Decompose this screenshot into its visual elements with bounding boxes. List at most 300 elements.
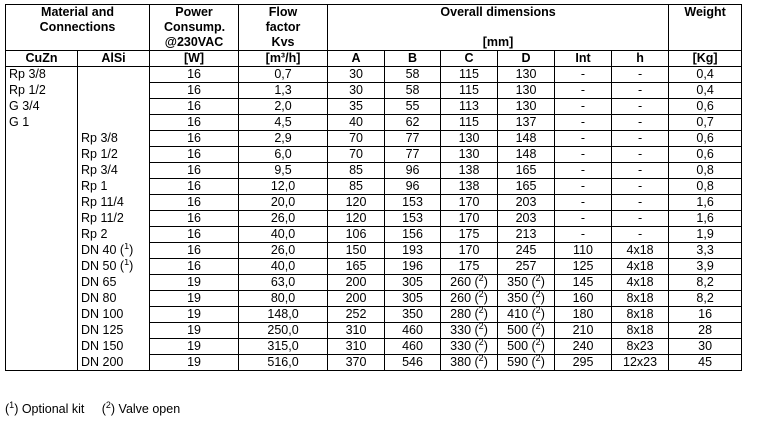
- cell-alsi: [78, 147, 150, 163]
- cell-h: [612, 179, 669, 195]
- cell-kvs-value: 315,0: [267, 339, 299, 353]
- cell-b-value: 460: [402, 339, 423, 353]
- cell-power-value: 16: [187, 179, 201, 193]
- footnote-ref: 2: [478, 322, 484, 331]
- cell-alsi: [78, 211, 150, 227]
- cell-alsi: [78, 67, 150, 83]
- table-row: [6, 115, 742, 131]
- cell-d: [498, 195, 555, 211]
- cell-a-value: 106: [345, 227, 367, 241]
- cell-b: [385, 131, 441, 147]
- cell-cuzn-value: G 3/4: [9, 99, 40, 113]
- cell-c: [441, 83, 498, 99]
- cell-cuzn: [6, 291, 78, 307]
- cell-a-value: 150: [345, 243, 367, 257]
- cell-d: [498, 243, 555, 259]
- cell-h-value: 4x18: [626, 243, 654, 257]
- cell-int: [555, 291, 612, 307]
- cell-int-value: -: [580, 83, 586, 97]
- cell-d: [498, 131, 555, 147]
- cell-power: [150, 67, 239, 83]
- footnote-ref: 2: [535, 290, 541, 299]
- cell-kvs: [239, 259, 328, 275]
- cell-d: [498, 259, 555, 275]
- cell-cuzn-value: Rp 3/8: [9, 67, 46, 82]
- cell-h: [612, 131, 669, 147]
- cell-c-value: 330: [450, 339, 472, 353]
- cell-alsi: [78, 227, 150, 243]
- col-a-header: A: [328, 51, 385, 67]
- cell-power-value: 19: [187, 307, 201, 321]
- cell-b-value: 96: [405, 163, 420, 177]
- specs-table-body: [6, 67, 742, 371]
- cell-kvs: [239, 131, 328, 147]
- cell-cuzn: [6, 131, 78, 147]
- header-row-top: [6, 5, 742, 22]
- table-row: [6, 195, 742, 211]
- cell-alsi: [78, 275, 150, 291]
- cell-d: [498, 147, 555, 163]
- cell-cuzn-value: Rp 1/2: [9, 83, 46, 97]
- cell-b-value: 546: [402, 355, 423, 369]
- cell-alsi-value: Rp 11/4: [81, 195, 124, 209]
- cell-c: 330 ($^2$): [441, 323, 498, 339]
- table-row: [6, 227, 742, 243]
- cell-alsi-value: Rp 11/2: [81, 211, 124, 225]
- cell-a-value: 70: [349, 147, 363, 161]
- cell-int-value: 210: [572, 323, 594, 337]
- cell-a: [328, 195, 385, 211]
- cell-c: [441, 147, 498, 163]
- footnote-ref: 2: [478, 338, 484, 347]
- cell-weight-value: 3,3: [696, 243, 714, 257]
- cell-b: [385, 355, 441, 371]
- cell-alsi: [78, 291, 150, 307]
- cell-weight: [669, 195, 742, 211]
- cell-kvs: [239, 99, 328, 115]
- cell-weight: [669, 243, 742, 259]
- cell-power: [150, 179, 239, 195]
- cell-cuzn: [6, 67, 78, 83]
- footnote-ref: 1: [124, 242, 130, 251]
- cell-weight-value: 16: [698, 307, 713, 321]
- cell-b: [385, 195, 441, 211]
- cell-b-value: 62: [405, 115, 420, 129]
- cell-b: [385, 259, 441, 275]
- table-row: [6, 339, 742, 355]
- cell-h: [612, 211, 669, 227]
- cell-alsi-value: Rp 3/4: [81, 163, 118, 177]
- cell-c-value: 138: [458, 163, 480, 177]
- cell-h: [612, 339, 669, 355]
- cell-cuzn: [6, 275, 78, 291]
- footnote-ref: 2: [535, 274, 541, 283]
- cell-b: [385, 179, 441, 195]
- cell-h-value: 8x18: [626, 307, 654, 321]
- cell-b-value: 305: [402, 291, 423, 305]
- cell-int-value: -: [580, 227, 586, 241]
- cell-kvs: [239, 227, 328, 243]
- cell-weight: [669, 307, 742, 323]
- cell-h: [612, 195, 669, 211]
- cell-b-value: 55: [405, 99, 420, 113]
- cell-weight: [669, 227, 742, 243]
- cell-c: [441, 195, 498, 211]
- cuzn-header: CuZn: [6, 51, 78, 67]
- cell-d: [498, 83, 555, 99]
- cell-int: [555, 115, 612, 131]
- cell-h: [612, 163, 669, 179]
- cell-h: [612, 243, 669, 259]
- cell-d-value: 350: [507, 275, 529, 289]
- cell-alsi: [78, 339, 150, 355]
- power-unit: [W]: [150, 51, 239, 67]
- table-row: [6, 131, 742, 147]
- cell-cuzn: [6, 355, 78, 371]
- cell-c-value: 175: [458, 227, 480, 241]
- cell-c: 260 ($^2$): [441, 275, 498, 291]
- cell-d-value: 245: [515, 243, 537, 257]
- cell-weight-value: 30: [698, 339, 713, 353]
- cell-int: [555, 99, 612, 115]
- cell-h-value: -: [637, 179, 643, 193]
- cell-kvs-value: 26,0: [270, 211, 296, 225]
- cell-int: [555, 147, 612, 163]
- cell-b: [385, 227, 441, 243]
- cell-d-value: 590: [507, 355, 529, 369]
- cell-weight-value: 0,4: [696, 83, 714, 97]
- cell-c-value: 115: [459, 83, 479, 97]
- cell-kvs-value: 40,0: [270, 227, 296, 241]
- cell-d-value: 148: [515, 147, 537, 161]
- cell-alsi: [78, 83, 150, 99]
- cell-alsi-value: Rp 1: [81, 179, 108, 193]
- table-row: [6, 291, 742, 307]
- cell-a: [328, 275, 385, 291]
- cell-d-value: 410: [507, 307, 529, 321]
- cell-weight-value: 28: [698, 323, 713, 337]
- cell-h: [612, 67, 669, 83]
- cell-int: [555, 275, 612, 291]
- cell-weight: [669, 131, 742, 147]
- cell-a-value: 310: [345, 339, 367, 353]
- cell-kvs-value: 148,0: [267, 307, 299, 321]
- cell-kvs: [239, 163, 328, 179]
- cell-power-value: 16: [187, 115, 201, 129]
- cell-int: [555, 259, 612, 275]
- cell-a: [328, 211, 385, 227]
- cell-a: [328, 67, 385, 83]
- cell-weight-value: 0,7: [696, 115, 714, 129]
- cell-kvs: [239, 323, 328, 339]
- cell-b-value: 193: [402, 243, 423, 257]
- specs-table-wrapper: [5, 4, 742, 371]
- cell-int-value: 180: [572, 307, 594, 321]
- cell-a-value: 252: [345, 307, 367, 321]
- cell-int-value: -: [580, 179, 586, 193]
- cell-weight: [669, 115, 742, 131]
- cell-cuzn: [6, 147, 78, 163]
- overall-unit: [mm]: [328, 21, 669, 50]
- table-row: [6, 179, 742, 195]
- cell-alsi: [78, 307, 150, 323]
- cell-weight: [669, 339, 742, 355]
- cell-a: [328, 243, 385, 259]
- cell-h: [612, 83, 669, 99]
- cell-int: [555, 163, 612, 179]
- cell-a-value: 120: [345, 211, 367, 225]
- cell-power: [150, 99, 239, 115]
- cell-cuzn: [6, 179, 78, 195]
- header-row-units: [6, 51, 742, 67]
- cell-int: [555, 179, 612, 195]
- cell-int: [555, 131, 612, 147]
- cell-h-value: 8x18: [626, 291, 654, 305]
- cell-alsi: [78, 115, 150, 131]
- cell-kvs: [239, 275, 328, 291]
- table-row: [6, 83, 742, 99]
- cell-a-value: 165: [345, 259, 367, 273]
- cell-b: [385, 307, 441, 323]
- cell-weight-value: 8,2: [696, 291, 714, 305]
- cell-h-value: -: [637, 67, 643, 81]
- cell-power: [150, 339, 239, 355]
- cell-c: [441, 259, 498, 275]
- cell-kvs-value: 2,0: [274, 99, 292, 113]
- cell-b-value: 153: [402, 211, 423, 225]
- cell-alsi-value: Rp 3/8: [81, 131, 118, 145]
- cell-a: [328, 115, 385, 131]
- cell-power: [150, 307, 239, 323]
- cell-cuzn-value: G 1: [9, 115, 30, 129]
- cell-kvs-value: 20,0: [270, 195, 296, 209]
- cell-c: [441, 115, 498, 131]
- cell-b: [385, 163, 441, 179]
- col-h-header: h: [612, 51, 669, 67]
- cell-power-value: 19: [187, 275, 201, 289]
- cell-cuzn: [6, 195, 78, 211]
- cell-c: [441, 243, 498, 259]
- cell-weight-value: 0,6: [696, 131, 714, 145]
- cell-h: [612, 227, 669, 243]
- cell-h-value: 8x18: [626, 323, 654, 337]
- footnote-ref: 2: [478, 306, 484, 315]
- cell-c: [441, 211, 498, 227]
- cell-cuzn: [6, 163, 78, 179]
- cell-a-value: 120: [345, 195, 367, 209]
- cell-weight-value: 45: [698, 355, 713, 369]
- cell-kvs: [239, 195, 328, 211]
- cell-a-value: 30: [349, 83, 363, 97]
- cell-power-value: 16: [187, 163, 201, 177]
- footnote-1-text: Optional kit: [21, 402, 85, 417]
- cell-a-value: 70: [349, 131, 363, 145]
- cell-a: [328, 323, 385, 339]
- cell-int-value: 110: [573, 243, 593, 257]
- overall-header: Overall dimensions: [328, 5, 669, 22]
- cell-weight: [669, 275, 742, 291]
- cell-d-value: 130: [515, 83, 537, 97]
- cell-kvs-value: 12,0: [270, 179, 296, 193]
- cell-d-value: 500: [507, 323, 529, 337]
- cell-cuzn: [6, 83, 78, 99]
- cell-power: [150, 131, 239, 147]
- cell-b: [385, 115, 441, 131]
- col-c-header: C: [441, 51, 498, 67]
- table-row: [6, 323, 742, 339]
- cell-b-value: 58: [405, 67, 420, 81]
- cell-int: [555, 323, 612, 339]
- cell-d-value: 500: [507, 339, 529, 353]
- cell-c: [441, 67, 498, 83]
- cell-d-value: 130: [515, 99, 537, 113]
- cell-h: [612, 307, 669, 323]
- cell-int: [555, 307, 612, 323]
- cell-h: [612, 355, 669, 371]
- cell-a-value: 30: [349, 67, 363, 81]
- cell-weight: [669, 291, 742, 307]
- alsi-header: AlSi: [78, 51, 150, 67]
- cell-weight: [669, 211, 742, 227]
- cell-kvs-value: 1,3: [274, 83, 292, 97]
- cell-weight-value: 8,2: [696, 275, 714, 289]
- cell-d-value: 165: [515, 163, 537, 177]
- col-b-header: B: [385, 51, 441, 67]
- cell-weight-value: 1,9: [696, 227, 714, 241]
- cell-b-value: 196: [402, 259, 423, 273]
- footnote-ref: 2: [535, 322, 541, 331]
- cell-weight-value: 0,8: [696, 179, 714, 193]
- cell-b: [385, 339, 441, 355]
- cell-d-value: 130: [515, 67, 537, 81]
- cell-c: 280 ($^2$): [441, 307, 498, 323]
- weight-unit: [Kg]: [669, 51, 742, 67]
- cell-h-value: -: [637, 131, 643, 145]
- cell-b: [385, 323, 441, 339]
- cell-b-value: 350: [402, 307, 423, 321]
- cell-a-value: 85: [349, 179, 363, 193]
- cell-alsi: [78, 323, 150, 339]
- cell-cuzn: [6, 211, 78, 227]
- footnote-2-text: Valve open: [118, 402, 181, 417]
- cell-int-value: 145: [572, 275, 594, 289]
- cell-a-value: 35: [349, 99, 363, 113]
- cell-alsi-value: DN 125: [81, 323, 124, 337]
- cell-a-value: 370: [345, 355, 367, 369]
- cell-b-value: 460: [402, 323, 423, 337]
- cell-kvs: [239, 291, 328, 307]
- cell-c: [441, 163, 498, 179]
- cell-kvs: [239, 339, 328, 355]
- cell-weight: [669, 179, 742, 195]
- flow-header: Flow factor Kvs: [239, 5, 328, 51]
- cell-d: [498, 227, 555, 243]
- cell-kvs: [239, 67, 328, 83]
- cell-b-value: 305: [402, 275, 423, 289]
- cell-a: [328, 131, 385, 147]
- table-row: [6, 67, 742, 83]
- cell-h: [612, 291, 669, 307]
- cell-d-value: 213: [515, 227, 537, 241]
- cell-alsi-value: DN 40: [81, 243, 117, 257]
- cell-alsi: DN 40 ($^1$): [78, 243, 150, 259]
- cell-power-value: 16: [187, 259, 201, 273]
- cell-power-value: 16: [187, 131, 201, 145]
- footnote-1-mark: 1: [9, 400, 15, 410]
- footnote-ref: 2: [535, 354, 541, 363]
- cell-power-value: 16: [187, 99, 201, 113]
- cell-power-value: 16: [187, 83, 201, 97]
- cell-alsi: DN 50 ($^1$): [78, 259, 150, 275]
- cell-a: [328, 291, 385, 307]
- cell-alsi-value: DN 100: [81, 307, 124, 321]
- cell-int: [555, 211, 612, 227]
- cell-d: [498, 179, 555, 195]
- cell-h-value: 8x23: [626, 339, 654, 353]
- cell-b: [385, 147, 441, 163]
- cell-cuzn: [6, 115, 78, 131]
- cell-a: [328, 307, 385, 323]
- cell-kvs-value: 0,7: [274, 67, 292, 81]
- flow-unit: [m³/h]: [239, 51, 328, 67]
- power-header: Power Consump. @230VAC: [150, 5, 239, 51]
- cell-b-value: 77: [405, 147, 420, 161]
- cell-a: [328, 355, 385, 371]
- cell-kvs: [239, 179, 328, 195]
- cell-alsi: [78, 355, 150, 371]
- cell-weight-value: 0,6: [696, 99, 714, 113]
- table-row: [6, 259, 742, 275]
- cell-d: 350 ($^2$): [498, 291, 555, 307]
- cell-kvs: [239, 243, 328, 259]
- cell-power-value: 19: [187, 323, 201, 337]
- cell-power: [150, 227, 239, 243]
- cell-alsi-value: DN 80: [81, 291, 117, 305]
- cell-cuzn: [6, 339, 78, 355]
- cell-weight: [669, 83, 742, 99]
- table-row: [6, 355, 742, 371]
- cell-int-value: -: [580, 99, 586, 113]
- cell-h-value: -: [637, 227, 643, 241]
- cell-d: 350 ($^2$): [498, 275, 555, 291]
- footnotes: ($^1$) Optional kit ($^2$) Valve open: [5, 400, 181, 417]
- cell-c: 260 ($^2$): [441, 291, 498, 307]
- cell-weight: [669, 355, 742, 371]
- material-header: Material and Connections: [6, 5, 150, 51]
- cell-h: [612, 99, 669, 115]
- cell-weight-value: 3,9: [696, 259, 714, 273]
- cell-alsi-value: Rp 1/2: [81, 147, 118, 161]
- cell-d: 590 ($^2$): [498, 355, 555, 371]
- cell-b-value: 156: [402, 227, 423, 241]
- cell-cuzn: [6, 227, 78, 243]
- cell-d: [498, 99, 555, 115]
- cell-alsi: [78, 195, 150, 211]
- table-row: [6, 147, 742, 163]
- cell-d: [498, 115, 555, 131]
- cell-alsi-value: DN 150: [81, 339, 124, 353]
- cell-weight-value: 0,4: [696, 67, 714, 81]
- cell-power-value: 16: [187, 147, 201, 161]
- cell-kvs-value: 516,0: [267, 355, 299, 369]
- cell-power: [150, 211, 239, 227]
- cell-b-value: 77: [405, 131, 420, 145]
- cell-alsi: [78, 179, 150, 195]
- cell-b: [385, 67, 441, 83]
- cell-d: [498, 163, 555, 179]
- cell-b: [385, 291, 441, 307]
- cell-a: [328, 99, 385, 115]
